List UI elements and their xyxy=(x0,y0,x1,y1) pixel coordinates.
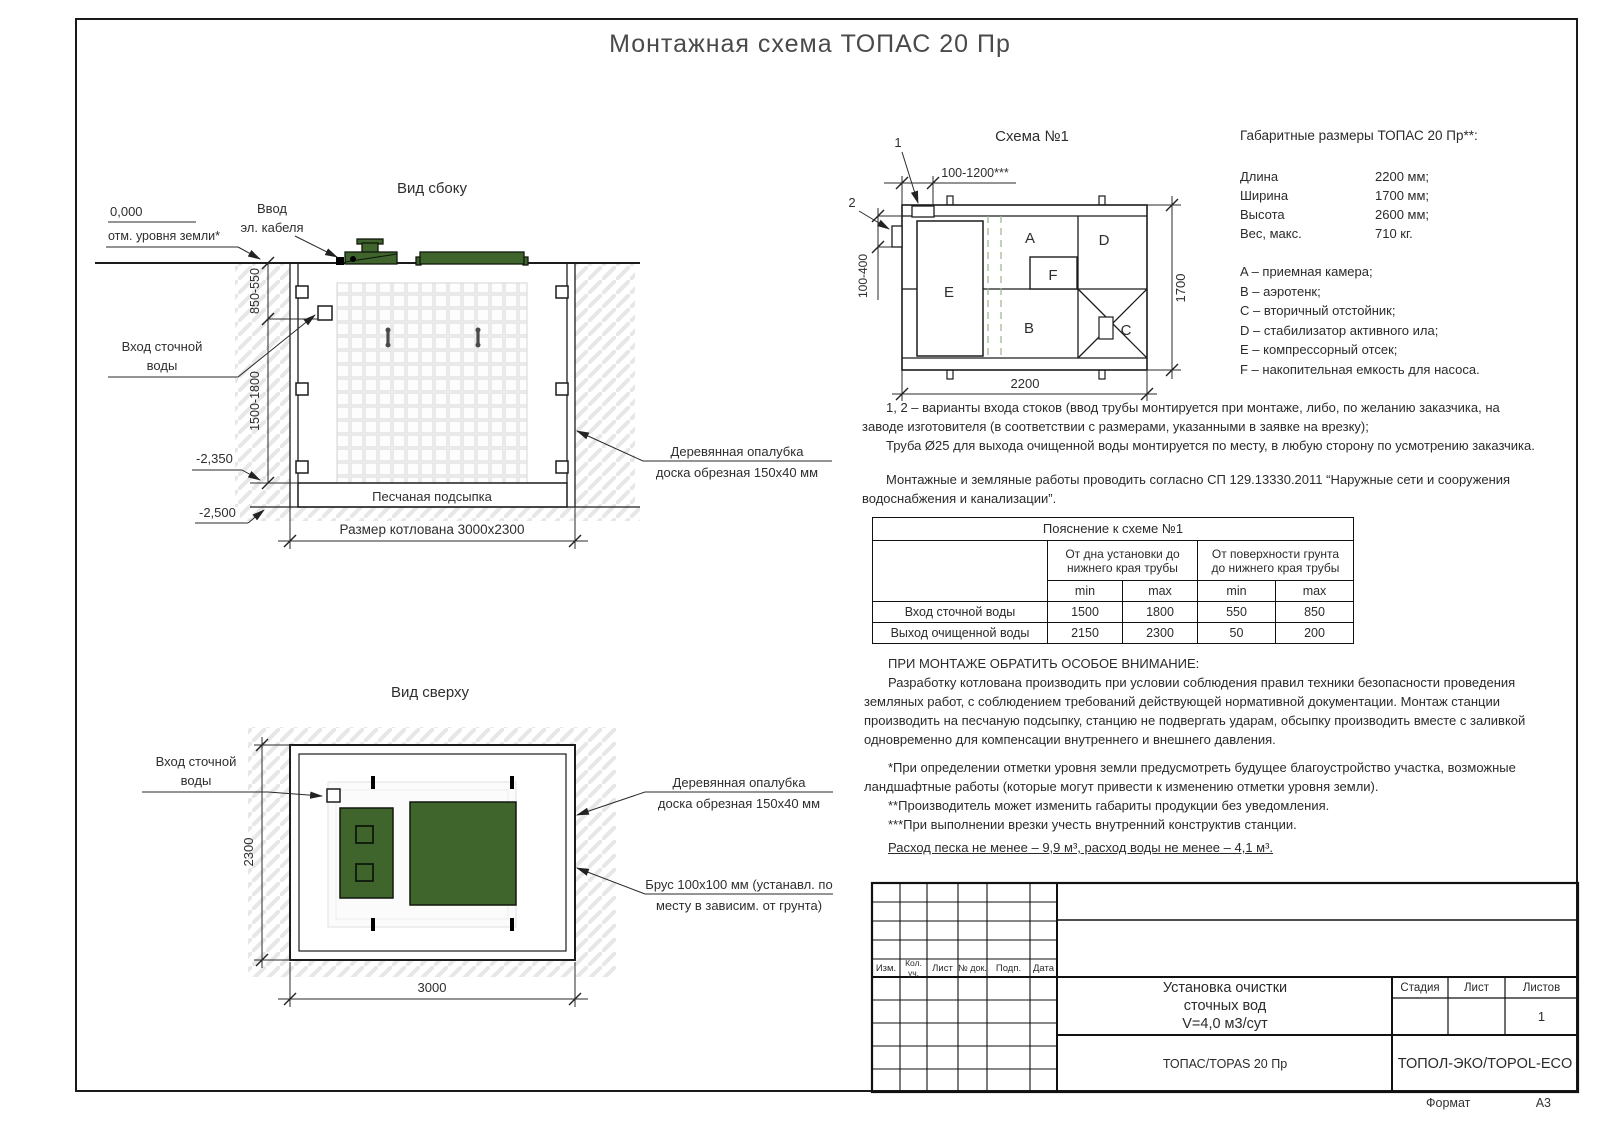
svg-text:0,000: 0,000 xyxy=(110,204,143,219)
top-view-lids xyxy=(340,802,516,905)
legend-d: D – стабилизатор активного ила; xyxy=(1240,322,1439,338)
legend-f: F – накопительная емкость для насоса. xyxy=(1240,361,1480,377)
svg-text:доска обрезная 150х40 мм: доска обрезная 150х40 мм xyxy=(657,796,821,811)
topview-hatch-top xyxy=(248,727,616,745)
note-works: Монтажные и земляные работы проводить согласно СП 129.13330.2011 “Наружные сети и сооружения водоснабжения и канализации”. xyxy=(862,472,1511,506)
table-row: Вход сточной воды 1500 1800 550 850 xyxy=(873,602,1354,623)
funnel-neck xyxy=(1099,317,1113,339)
compartments-legend xyxy=(1240,262,1480,379)
svg-text:Вход сточной: Вход сточной xyxy=(121,339,203,354)
stamp-col-podp: Подп. xyxy=(995,962,1022,974)
dim-row-height: Высота 2600 мм; xyxy=(1240,207,1430,222)
tank-lids xyxy=(345,239,528,265)
soil-hatch-right xyxy=(575,263,635,507)
mark-2350: -2,350 xyxy=(196,451,233,466)
small-lid-top xyxy=(340,808,393,898)
tank-body xyxy=(337,283,527,483)
stamp-col-data: Дата xyxy=(1032,962,1055,974)
format-label: Формат xyxy=(1426,1096,1471,1110)
scheme-dim-right xyxy=(1147,196,1188,379)
stamp-stage-label: Стадия xyxy=(1400,981,1440,994)
table-group2: От поверхности грунта до нижнего края трубы xyxy=(1198,541,1354,581)
attention-title: ПРИ МОНТАЖЕ ОБРАТИТЬ ОСОБОЕ ВНИМАНИЕ: xyxy=(888,656,1200,671)
stamp-col-list: Лист xyxy=(932,962,953,974)
dim-850-550: 850-550 xyxy=(248,268,262,314)
large-lid-top xyxy=(410,802,516,905)
stamp-doc-name: Установка очистки сточных вод V=4,0 м3/сут xyxy=(1162,980,1288,1032)
inlet-variant-2 xyxy=(892,226,902,247)
label-d: D xyxy=(1098,232,1110,249)
stamp-col-koluch: Кол. уч. xyxy=(905,958,922,978)
table-title: Пояснение к схеме №1 xyxy=(873,518,1354,541)
top-view-drawing xyxy=(142,684,833,1007)
scheme-dim-bottom xyxy=(892,370,1157,401)
dim-100-400: 100-400 xyxy=(856,253,870,299)
overall-dimensions-block xyxy=(1240,126,1478,243)
svg-text:Ввод: Ввод xyxy=(257,201,287,216)
scheme-callout-1 xyxy=(894,135,918,203)
note-sand-consumption: Расход песка не менее – 9,9 м³, расход воды не менее – 4,1 м³. xyxy=(888,840,1274,855)
dim-row-length: Длина 2200 мм; xyxy=(1240,169,1430,184)
mark-2500: -2,500 xyxy=(199,505,236,520)
svg-text:эл. кабеля: эл. кабеля xyxy=(240,220,304,235)
long-lid xyxy=(420,252,524,264)
topview-hatch-right xyxy=(575,745,616,961)
explanation-table xyxy=(872,517,1354,644)
sheet-title: Монтажная схема ТОПАС 20 Пр xyxy=(609,30,1011,58)
dim-1700: 1700 xyxy=(1173,273,1188,303)
svg-text:Деревянная опалубка: Деревянная опалубка xyxy=(672,775,806,790)
label-e: E xyxy=(943,284,955,301)
pit-size-label: Размер котлована 3000х2300 xyxy=(339,522,525,537)
table-group1: От дна установки до нижнего края трубы xyxy=(1048,541,1198,581)
scheme-drawing xyxy=(848,128,1188,401)
svg-text:Вход сточной: Вход сточной xyxy=(155,754,237,769)
dim-2300: 2300 xyxy=(241,837,256,867)
stamp-col-izm: Изм. xyxy=(875,962,897,974)
table-minmax-row: min max min max xyxy=(873,581,1354,602)
side-view-title: Вид сбоку xyxy=(397,180,467,197)
legend-b: B – аэротенк; xyxy=(1240,283,1321,299)
label-a: A xyxy=(1024,230,1036,247)
dim-2200: 2200 xyxy=(1010,376,1040,391)
svg-text:доска обрезная 150х40 мм: доска обрезная 150х40 мм xyxy=(655,465,819,480)
top-view-title: Вид сверху xyxy=(390,684,470,701)
label-f: F xyxy=(1048,267,1058,284)
dim-row-width: Ширина 1700 мм; xyxy=(1240,188,1430,203)
format-value: А3 xyxy=(1535,1096,1551,1110)
note-attention: ПРИ МОНТАЖЕ ОБРАТИТЬ ОСОБОЕ ВНИМАНИЕ: Разработку котлована производить при условии соблюдения правил техники безопасности проведения земляных работ, с соблюдением требований действующей нормативной документации. Монтаж станции производить на песчаную подсыпку, станцию не подвергать ударам, обсыпку производить вместе с заливкой одновременно для компенсации внутреннего и внешнего давления. xyxy=(864,656,1526,747)
sand-label: Песчаная подсыпка xyxy=(372,489,492,504)
cable-callout xyxy=(240,201,337,257)
soil-hatch-bottom xyxy=(240,507,640,521)
legend-a: A – приемная камера; xyxy=(1240,264,1373,279)
stamp-product: ТОПАС/TOPAS 20 Пр xyxy=(1162,1056,1288,1071)
scheme-title: Схема №1 xyxy=(995,128,1069,145)
format-note xyxy=(1426,1096,1551,1110)
svg-text:Деревянная опалубка: Деревянная опалубка xyxy=(670,444,804,459)
cable-entry-point xyxy=(336,257,344,265)
stamp-col-ndok: № док. xyxy=(958,963,987,973)
note-stars: *При определении отметки уровня земли предусмотреть будущее благоустройство участка, возможные ландшафтные работы (которые могут привести к изменению отметки уровня земли). **Производитель может изменить габариты продукции без уведомления. ***При выполнении врезки учесть внутренний конструктив станции. xyxy=(864,760,1516,832)
zero-level-callout xyxy=(106,204,260,259)
inlet-variant-1 xyxy=(912,206,934,217)
table-row: Выход очищенной воды 2150 2300 50 200 xyxy=(873,623,1354,644)
svg-text:воды: воды xyxy=(180,773,212,788)
overall-dims-title: Габаритные размеры ТОПАС 20 Пр**: xyxy=(1240,128,1478,143)
stamp-sheets-label: Листов xyxy=(1522,981,1561,994)
svg-text:воды: воды xyxy=(146,358,178,373)
inlet-port-top xyxy=(327,789,340,802)
legend-e: E – компрессорный отсек; xyxy=(1240,342,1398,357)
table-empty-cell xyxy=(873,541,1048,602)
dim-1500-1800: 1500-1800 xyxy=(248,371,262,431)
stamp-sheets-value: 1 xyxy=(1537,1009,1546,1024)
svg-text:2: 2 xyxy=(848,195,856,210)
svg-text:месту в зависим. от грунта): месту в зависим. от грунта) xyxy=(655,898,823,913)
label-b: B xyxy=(1023,320,1035,337)
side-view-drawing xyxy=(95,180,832,549)
stamp-sheet-label: Лист xyxy=(1464,981,1489,994)
legend-c: C – вторичный отстойник; xyxy=(1240,303,1396,318)
svg-text:Брус 100х100 мм (устанавл. по: Брус 100х100 мм (устанавл. по xyxy=(645,877,833,892)
scheme-dim-left xyxy=(856,208,902,300)
stamp-company: ТОПОЛ-ЭКО/TOPOL-ECO xyxy=(1397,1055,1573,1072)
note-inlet-variants: 1, 2 – варианты входа стоков (ввод трубы монтируется при монтаже, либо, по желанию заказчика, на заводе изготовителя (в соответствии с размерами, указанными в заявке на врезку); Труба Ø25 для выхода очищенной воды монтируется по месту, в любую сторону по усмотрению заказчика. xyxy=(862,400,1535,453)
dim-row-weight: Вес, макс. 710 кг. xyxy=(1240,226,1413,241)
inlet-port-side xyxy=(318,306,332,320)
svg-text:1: 1 xyxy=(894,135,902,150)
dim-3000: 3000 xyxy=(417,980,447,995)
label-c: C xyxy=(1120,322,1132,339)
svg-text:отм. уровня земли*: отм. уровня земли* xyxy=(108,229,221,243)
topview-hatch-bottom xyxy=(248,961,616,977)
dim-100-1200: 100-1200*** xyxy=(941,166,1009,180)
